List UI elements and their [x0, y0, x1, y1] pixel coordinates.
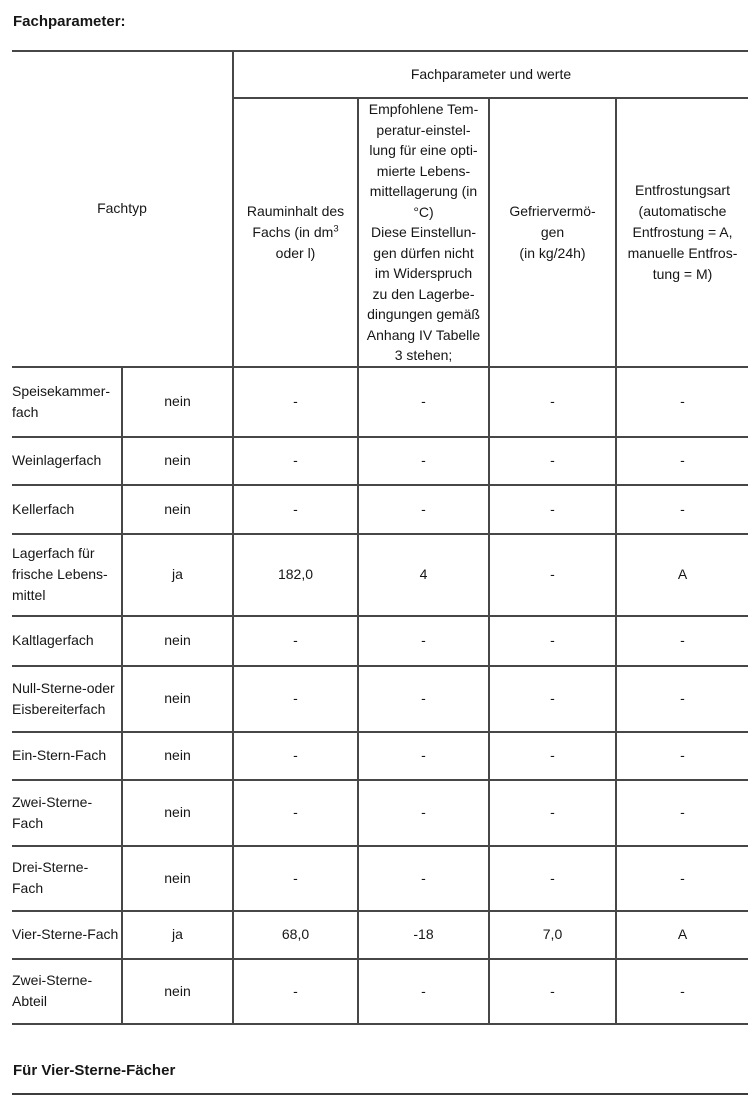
present-cell: nein: [122, 616, 233, 666]
defrost-cell: -: [616, 780, 748, 846]
freezing-cell: -: [489, 485, 616, 534]
name-line: Null-Sterne-oder: [12, 679, 115, 696]
header-line: Gefriervermö-: [509, 202, 596, 219]
horizontal-rule: [12, 1093, 748, 1095]
table-group-header-row: [12, 51, 748, 98]
freezing-cell: -: [489, 367, 616, 437]
temperature-cell: 4: [358, 534, 489, 616]
defrost-cell: -: [616, 616, 748, 666]
compartment-type-cell: [12, 959, 122, 1024]
table-row: [12, 780, 748, 846]
volume-cell: -: [233, 846, 358, 911]
compartment-type-cell: [12, 732, 122, 780]
col-header-freezing-capacity: [489, 98, 616, 367]
defrost-cell: -: [616, 485, 748, 534]
page-title: Fachparameter:: [13, 13, 126, 30]
compartment-type-cell: [12, 846, 122, 911]
volume-cell: 182,0: [233, 534, 358, 616]
header-line: Diese Einstellun-: [370, 224, 477, 240]
name-line: Zwei-Sterne-: [12, 972, 93, 988]
defrost-cell: A: [616, 534, 748, 616]
header-line: gen dürfen nicht: [373, 244, 474, 261]
present-cell: nein: [122, 959, 233, 1024]
temperature-cell: -: [358, 367, 489, 437]
fachtyp-header-label: Fachtyp: [97, 200, 147, 217]
name-line: Lagerfach für: [12, 545, 95, 561]
header-line: Entfrostung = A,: [632, 223, 733, 240]
present-cell: nein: [122, 485, 233, 534]
header-line: tung = M): [652, 265, 713, 282]
name-line: frische Lebens-: [12, 566, 108, 582]
header-line: Rauminhalt des: [246, 202, 345, 219]
temperature-cell: -: [358, 616, 489, 666]
present-cell: nein: [122, 437, 233, 485]
header-line: lung für eine opti-: [369, 142, 478, 158]
group-header-cell: Fachparameter und werte: [233, 51, 748, 98]
table-row: [12, 485, 748, 534]
volume-cell: -: [233, 959, 358, 1024]
col-header-temperature: [358, 98, 489, 367]
freezing-cell: -: [489, 616, 616, 666]
name-line: Kellerfach: [12, 500, 75, 517]
header-line: gen: [540, 223, 565, 240]
fachtyp-header-cell: [12, 51, 233, 367]
name-line: Weinlagerfach: [12, 452, 102, 468]
temperature-cell: -: [358, 485, 489, 534]
compartment-type-cell: [12, 616, 122, 666]
defrost-cell: -: [616, 666, 748, 732]
freezing-cell: -: [489, 732, 616, 780]
defrost-cell: -: [616, 437, 748, 485]
temperature-cell: -: [358, 732, 489, 780]
present-cell: nein: [122, 367, 233, 437]
name-line: Vier-Sterne-Fach: [12, 926, 119, 942]
defrost-cell: A: [616, 911, 748, 959]
name-line: Zwei-Sterne-: [12, 793, 93, 810]
table-row: [12, 666, 748, 732]
header-line: oder l): [275, 244, 316, 261]
volume-cell: -: [233, 732, 358, 780]
header-line: mierte Lebens-: [376, 162, 471, 179]
compartment-type-cell: [12, 485, 122, 534]
temperature-cell: -: [358, 959, 489, 1024]
present-cell: nein: [122, 732, 233, 780]
table-row: [12, 616, 748, 666]
name-line: Ein-Stern-Fach: [12, 747, 107, 763]
table-row: [12, 367, 748, 437]
table-row: [12, 534, 748, 616]
section-heading: Für Vier-Sterne-Fächer: [13, 1062, 176, 1079]
freezing-cell: -: [489, 534, 616, 616]
defrost-cell: -: [616, 732, 748, 780]
name-line: Speisekammer-: [12, 382, 111, 399]
header-line: manuelle Entfros-: [627, 244, 738, 261]
table-row: [12, 959, 748, 1024]
table-row: [12, 911, 748, 959]
freezing-cell: -: [489, 780, 616, 846]
header-line: Fachs (in $dm^3$: [252, 223, 339, 240]
table-row: [12, 846, 748, 911]
present-cell: nein: [122, 780, 233, 846]
freezing-cell: -: [489, 437, 616, 485]
header-line: 3 stehen;: [394, 347, 453, 363]
name-line: Fach: [12, 880, 44, 896]
volume-cell: -: [233, 367, 358, 437]
freezing-cell: -: [489, 846, 616, 911]
temperature-cell: -: [358, 666, 489, 732]
defrost-cell: -: [616, 846, 748, 911]
present-cell: nein: [122, 666, 233, 732]
name-line: fach: [12, 403, 39, 420]
header-line: Empfohlene Tem-: [368, 101, 479, 117]
freezing-cell: 7,0: [489, 911, 616, 959]
compartment-type-cell: [12, 780, 122, 846]
header-line: Anhang IV Tabelle: [366, 326, 481, 343]
present-cell: nein: [122, 846, 233, 911]
name-line: Fach: [12, 814, 44, 831]
volume-cell: -: [233, 780, 358, 846]
compartment-type-cell: [12, 534, 122, 616]
name-line: Abteil: [12, 993, 48, 1009]
fachparameter-table: [12, 50, 748, 1025]
col-header-volume: [233, 98, 358, 367]
volume-cell: -: [233, 437, 358, 485]
freezing-cell: -: [489, 666, 616, 732]
col-header-defrost-type: [616, 98, 748, 367]
compartment-type-cell: [12, 367, 122, 437]
header-line: (automatische: [638, 202, 727, 219]
temperature-cell: -: [358, 780, 489, 846]
compartment-type-cell: [12, 437, 122, 485]
volume-cell: 68,0: [233, 911, 358, 959]
name-line: Eisbereiterfach: [12, 700, 106, 717]
superscript: 3: [333, 223, 339, 235]
header-line: dingungen gemäß: [367, 306, 480, 322]
compartment-type-cell: [12, 666, 122, 732]
volume-cell: -: [233, 485, 358, 534]
header-line: (in kg/24h): [519, 244, 586, 261]
table-row: [12, 732, 748, 780]
name-line: Kaltlagerfach: [12, 632, 94, 648]
header-line: °C): [413, 203, 434, 220]
volume-cell: -: [233, 616, 358, 666]
compartment-type-cell: [12, 911, 122, 959]
name-line: mittel: [12, 587, 46, 603]
present-cell: ja: [122, 534, 233, 616]
freezing-cell: -: [489, 959, 616, 1024]
defrost-cell: -: [616, 959, 748, 1024]
table-row: [12, 437, 748, 485]
header-line: im Widerspruch: [374, 265, 473, 281]
header-line: peratur-einstel-: [376, 121, 471, 138]
temperature-cell: -: [358, 846, 489, 911]
header-line: mittellagerung (in: [369, 183, 478, 199]
defrost-cell: -: [616, 367, 748, 437]
temperature-cell: -18: [358, 911, 489, 959]
present-cell: ja: [122, 911, 233, 959]
name-line: Drei-Sterne-: [12, 859, 89, 875]
temperature-cell: -: [358, 437, 489, 485]
volume-cell: -: [233, 666, 358, 732]
header-line: zu den Lagerbe-: [372, 285, 475, 302]
header-line: Entfrostungsart: [635, 181, 730, 198]
